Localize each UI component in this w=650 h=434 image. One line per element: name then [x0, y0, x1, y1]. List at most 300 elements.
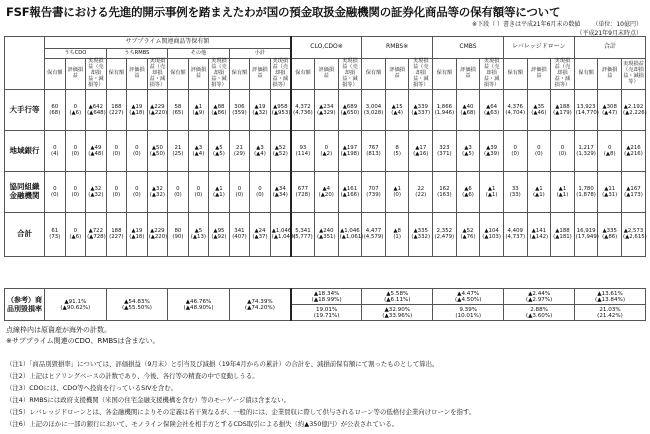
cell-value: 767	[368, 144, 379, 151]
cell-value: 22	[417, 185, 425, 192]
cell-prior-value: (1,946)	[434, 109, 455, 116]
subprime-cell	[147, 212, 168, 256]
cell-value: 60	[51, 103, 59, 110]
lower-row-note: ※下段（ ）書きは平成21年6月末の数値	[472, 21, 581, 28]
cell-prior-value: (4,737)	[505, 234, 526, 241]
cell-prior-value: (728)	[295, 191, 311, 198]
cell-prior-value: (▲181)	[553, 234, 572, 241]
cell-prior-value: (▲48)	[88, 150, 104, 157]
cell-value: ▲167	[626, 185, 641, 192]
subprime-cell	[229, 89, 250, 130]
cell-prior-value: (▲648)	[87, 109, 106, 116]
cell-value: ▲11	[604, 185, 616, 192]
cell-prior-value: (▲50)	[149, 150, 165, 157]
product-cell	[622, 130, 646, 171]
ratio-product-cell-overseas	[504, 305, 575, 321]
cell-value: 8	[395, 144, 399, 151]
header-notes	[462, 19, 642, 28]
subprime-cell	[168, 212, 189, 256]
ratio-subprime-cell	[168, 289, 230, 321]
product-cell	[314, 171, 338, 212]
cell-prior-value: (▲13)	[190, 234, 207, 241]
subprime-cell	[106, 130, 127, 171]
cell-value: 2,352	[436, 228, 453, 235]
ratio-table	[4, 288, 646, 321]
subprime-cell	[188, 171, 209, 212]
product-cell	[409, 212, 433, 256]
clo-header: CLO,CDO※	[291, 37, 362, 59]
subprime-cell	[270, 212, 296, 256]
cell-prior-value: (0)	[535, 150, 543, 157]
ratio-prior: (▲48.90%)	[183, 304, 214, 311]
product-cell	[598, 171, 622, 212]
row-label: 合計	[5, 212, 45, 256]
subprime-cell	[270, 130, 291, 171]
rmbs-header: RMBS※	[362, 37, 433, 59]
ratio-value: ▲74.39%	[247, 298, 273, 305]
sub-rmbs-header: うちRMBS	[106, 49, 168, 59]
product-cell	[433, 130, 457, 171]
cell-prior-value: (0)	[511, 150, 520, 157]
cell-value: ▲1,046	[340, 228, 360, 235]
cell-prior-value: (▲166)	[340, 191, 360, 198]
cell-prior-value: (▲332)	[411, 234, 431, 241]
footnote-2: ※サブプライム関連のCDO、RMBSは含まない。	[6, 337, 160, 345]
subprime-cell	[86, 89, 107, 130]
subprime-cell	[229, 212, 250, 256]
ratio-product-cell	[504, 289, 575, 305]
cell-value: 0	[537, 144, 541, 151]
cell-prior-value: (2,479)	[434, 234, 455, 241]
cell-value: 3,004	[365, 103, 382, 110]
cell-value: 1,780	[578, 185, 594, 192]
cell-prior-value: (▲8)	[603, 150, 616, 157]
cell-prior-value: (0)	[71, 191, 80, 198]
cell-prior-value: (▲198)	[340, 150, 360, 157]
product-cell	[314, 130, 338, 171]
subprime-cell	[65, 171, 86, 212]
product-cell	[503, 171, 527, 212]
product-cell	[527, 212, 551, 256]
subprime-group-header: サブプライム関連商品等保有額	[45, 37, 291, 49]
col-header-valuation: 評価損益	[314, 59, 338, 90]
cell-value: 0	[196, 185, 201, 192]
ratio-value: ▲13.61%	[597, 290, 623, 297]
unit-note: （単位：10億円）	[592, 21, 642, 28]
ratio-value: 9.39%	[459, 306, 478, 313]
cell-value: 0	[560, 144, 565, 151]
cell-prior-value: (65)	[172, 109, 184, 116]
cell-value: ▲104	[484, 228, 499, 235]
cell-prior-value: (▲220)	[148, 234, 168, 241]
row-label: 大手行等	[5, 89, 45, 130]
cell-prior-value: (90)	[172, 234, 184, 241]
cell-value: 4,409	[507, 228, 523, 235]
note-line: （注1）「商品別毀損率」については、評価損益（9月末）と引当及び減損（19年4月からの累計）の合計を、減損前保有額にて割ったものとして算出。	[6, 360, 439, 368]
col-header-valuation: 評価損益	[65, 59, 86, 90]
col-header-valuation: 評価損益	[250, 59, 271, 90]
cell-value: ▲229	[150, 103, 165, 110]
subprime-cell	[86, 171, 107, 212]
product-cell	[362, 171, 386, 212]
cell-prior-value: (▲18)	[129, 234, 145, 241]
ratio-value: ▲18.34%	[313, 290, 340, 297]
cell-prior-value: (▲351)	[316, 234, 336, 241]
ratio-product-cell	[291, 289, 362, 305]
cell-prior-value: (813)	[366, 150, 381, 157]
product-cell	[338, 130, 362, 171]
cell-prior-value: (▲46)	[531, 109, 547, 116]
subprime-cell	[229, 130, 250, 171]
table-row	[5, 171, 646, 212]
cell-value: 1,866	[436, 103, 453, 110]
cell-value: 677	[297, 185, 309, 192]
product-cell	[456, 212, 480, 256]
col-header-realized: 実現損益（売却損益・減損等）	[551, 59, 575, 90]
cell-prior-value: (407)	[232, 234, 247, 241]
cell-prior-value: (0)	[393, 191, 401, 198]
subprime-cell	[229, 171, 250, 212]
cmbs-header: CMBS	[433, 37, 504, 59]
col-header-realized: 実現損益（売却損益・減損等）	[480, 59, 504, 90]
ratio-value: 21.03%	[599, 306, 621, 313]
product-cell	[551, 130, 575, 171]
cell-prior-value: (▲1)	[213, 191, 225, 198]
product-cell	[527, 89, 551, 130]
cell-prior-value: (▲39)	[484, 150, 500, 157]
ratio-product-cell-overseas	[291, 305, 362, 321]
cell-value: 0	[53, 144, 57, 151]
product-cell	[385, 89, 409, 130]
cell-value: ▲35	[533, 103, 545, 110]
cell-value: ▲1	[535, 185, 543, 192]
subprime-cell	[250, 130, 271, 171]
col-header-valuation: 評価損益	[527, 59, 551, 90]
cell-prior-value: (0)	[256, 191, 264, 198]
ratio-prior: (19.71%)	[313, 312, 340, 319]
cell-value: 0	[73, 185, 78, 192]
cell-prior-value: (▲52)	[272, 150, 288, 157]
cell-value: 0	[135, 185, 139, 192]
cell-prior-value: (29)	[233, 150, 245, 157]
cell-prior-value: (▲179)	[553, 109, 572, 116]
cell-prior-value: (▲5)	[462, 150, 474, 157]
cell-value: 21	[174, 144, 182, 151]
subprime-cell	[127, 212, 148, 256]
col-header-holding: 保有額	[433, 59, 457, 90]
cell-value: ▲8	[393, 228, 401, 235]
subprime-cell	[209, 212, 230, 256]
subprime-cell	[106, 212, 127, 256]
product-cell	[409, 89, 433, 130]
cell-value: 93	[299, 144, 307, 151]
cell-prior-value: (▲173)	[624, 191, 643, 198]
subprime-cell	[209, 130, 230, 171]
product-cell	[622, 171, 646, 212]
ratio-prior: (▲4.50%)	[454, 296, 482, 303]
cell-prior-value: (▲34)	[272, 191, 288, 198]
col-header-holding: 保有額	[168, 59, 189, 90]
col-header-holding: 保有額	[503, 59, 527, 90]
cell-prior-value: (0)	[112, 150, 121, 157]
ratio-prior: (▲33.96%)	[382, 312, 413, 319]
subprime-cell	[188, 89, 209, 130]
cell-prior-value: (1,329)	[576, 150, 596, 157]
product-cell	[503, 130, 527, 171]
cell-prior-value: (▲142)	[529, 234, 549, 241]
product-cell	[527, 130, 551, 171]
ratio-product-cell	[433, 289, 504, 305]
col-header-holding: 保有額	[45, 59, 66, 90]
cell-prior-value: (▲337)	[411, 109, 431, 116]
cell-value: ▲2,192	[623, 103, 644, 110]
cell-prior-value: (▲5)	[213, 150, 225, 157]
product-cell	[551, 89, 575, 130]
cell-prior-value: (▲37)	[252, 234, 268, 241]
col-header-valuation: 評価損益	[598, 59, 622, 90]
col-header-holding: 保有額	[362, 59, 386, 90]
cell-value: 162	[439, 185, 450, 192]
note-line: （注4）RMBSには政府支援機関（米国の住宅金融支援機構を含む）等のモーゲージ債は含まない。	[6, 396, 290, 404]
product-cell	[503, 212, 527, 256]
cell-prior-value: (▲329)	[316, 109, 336, 116]
ratio-value: ▲5.58%	[386, 290, 409, 297]
cell-prior-value: (0)	[112, 191, 121, 198]
subprime-cell	[250, 89, 271, 130]
product-cell	[433, 212, 457, 256]
col-header-realized: 実現損益（売却損益・減損等）	[409, 59, 433, 90]
ratio-subprime-cell	[229, 289, 291, 321]
cell-prior-value: (14,770)	[575, 109, 599, 116]
product-cell	[338, 89, 362, 130]
product-cell	[456, 171, 480, 212]
cell-value: 4,376	[507, 103, 523, 110]
cell-prior-value: (68)	[49, 109, 61, 116]
cell-value: ▲17	[415, 144, 427, 151]
cell-prior-value: (4)	[50, 150, 59, 157]
cell-value: 13,923	[576, 103, 596, 110]
table-row	[5, 130, 646, 171]
cell-value: ▲161	[342, 185, 358, 192]
cell-value: 0	[607, 144, 612, 151]
col-header-realized: 実現損益（売却損益・減損等）	[622, 59, 646, 90]
cell-value: ▲49	[90, 144, 102, 151]
cell-prior-value: (0)	[235, 191, 244, 198]
ratio-row	[5, 289, 646, 305]
row-label: 協同組織金融機関	[5, 171, 45, 212]
cell-prior-value: (5)	[393, 150, 401, 157]
cell-value: ▲19	[131, 228, 143, 235]
col-header-holding: 保有額	[229, 59, 250, 90]
cell-value: ▲34	[274, 185, 286, 192]
product-cell	[385, 212, 409, 256]
sub-other-header: その他	[168, 49, 230, 59]
cell-value: 0	[114, 185, 119, 192]
subprime-cell	[106, 171, 127, 212]
ratio-product-cell	[362, 289, 433, 305]
cell-prior-value: (▲86)	[602, 234, 618, 241]
cell-value: ▲339	[413, 103, 428, 110]
subprime-cell	[45, 89, 66, 130]
ratio-prior: (10.01%)	[455, 312, 482, 319]
cell-value: 0	[258, 185, 262, 192]
cell-value: 0	[53, 185, 57, 192]
cell-value: ▲240	[319, 228, 334, 235]
cell-value: ▲39	[486, 144, 498, 151]
cell-prior-value: (4,736)	[293, 109, 313, 116]
table-row	[5, 212, 646, 256]
product-cell	[456, 130, 480, 171]
cell-value: 0	[135, 144, 139, 151]
subprime-cell	[127, 89, 148, 130]
cell-value: 16,919	[576, 228, 596, 235]
ratio-value: ▲91.1%	[64, 298, 87, 305]
product-cell	[551, 171, 575, 212]
cell-value: ▲3	[464, 144, 472, 151]
cell-prior-value: (▲4)	[192, 150, 205, 157]
product-cell	[362, 89, 386, 130]
cell-value: ▲19	[254, 103, 266, 110]
product-cell	[291, 89, 315, 130]
cell-prior-value: (25)	[172, 150, 184, 157]
cell-value: 0	[176, 185, 180, 192]
ratio-value: ▲46.76%	[185, 298, 212, 305]
ratio-value: ▲54.83%	[124, 298, 150, 305]
cell-prior-value: (▲92)	[211, 234, 227, 241]
cell-prior-value: (359)	[232, 109, 247, 116]
cell-prior-value: (33)	[509, 191, 521, 198]
subprime-cell	[168, 89, 189, 130]
cell-prior-value: (▲6)	[69, 234, 82, 241]
col-header-valuation: 評価損益	[127, 59, 148, 90]
subprime-cell	[188, 212, 209, 256]
ratio-value: ▲32.90%	[384, 306, 411, 313]
cell-value: ▲50	[151, 144, 163, 151]
cell-value: ▲95	[213, 228, 225, 235]
cell-prior-value: (▲76)	[460, 234, 476, 241]
ratio-subprime-cell	[45, 289, 107, 321]
product-cell	[598, 130, 622, 171]
cell-prior-value: (4,579)	[363, 234, 384, 241]
ratio-product-cell-overseas	[575, 305, 646, 321]
cell-value: 0	[237, 185, 242, 192]
subprime-cell	[127, 171, 148, 212]
cell-value: ▲216	[626, 144, 641, 151]
cell-value: 341	[234, 228, 245, 235]
subprime-cell	[45, 171, 66, 212]
cell-value: ▲52	[462, 228, 474, 235]
cell-value: ▲5	[215, 144, 223, 151]
cell-value: ▲308	[602, 103, 617, 110]
subprime-cell	[106, 89, 127, 130]
cell-value: ▲141	[531, 228, 547, 235]
product-cell	[574, 130, 598, 171]
cell-value: 80	[174, 228, 182, 235]
cell-value: ▲722	[88, 228, 104, 235]
cell-prior-value: (▲2,226)	[623, 109, 647, 116]
cell-prior-value: (▲953)	[271, 109, 291, 116]
cell-value: ▲1	[194, 103, 203, 110]
cell-prior-value: (227)	[109, 109, 124, 116]
sub-cdo-header: うちCDO	[45, 49, 107, 59]
product-cell	[291, 130, 315, 171]
product-cell	[362, 212, 386, 256]
cell-prior-value: (0)	[194, 191, 203, 198]
cell-value: 21	[236, 144, 243, 151]
cell-value: ▲642	[88, 103, 104, 110]
footnote-1: 点線枠内は原資産が海外の計数。	[6, 326, 111, 334]
product-cell	[574, 212, 598, 256]
subprime-cell	[270, 171, 291, 212]
product-cell	[622, 89, 646, 130]
cell-value: ▲188	[555, 103, 570, 110]
product-cell	[385, 171, 409, 212]
product-cell	[574, 171, 598, 212]
subprime-cell	[147, 89, 168, 130]
col-header-realized: 実現損益（売却損益・減損等）	[209, 59, 230, 90]
ratio-prior: (▲13.84%)	[595, 296, 626, 303]
cell-value: ▲1	[487, 185, 496, 192]
cell-prior-value: (73)	[49, 234, 61, 241]
ratio-value: 19.01%	[315, 306, 338, 313]
product-cell	[503, 89, 527, 130]
cell-value: ▲197	[342, 144, 358, 151]
cell-prior-value: (▲6)	[462, 191, 474, 198]
cell-value: 0	[73, 103, 78, 110]
col-header-valuation: 評価損益	[456, 59, 480, 90]
cell-value: 61	[51, 228, 59, 235]
cell-value: ▲32	[151, 185, 163, 192]
note-line: （注6）上記のほかに一部の銀行において、モノライン保険会社を相手方とするCDS取引による損失（約▲350億円）が公表されている。	[6, 420, 399, 428]
as-of-date: （平成21年9月末時点）	[576, 30, 642, 37]
cell-prior-value: (▲1)	[485, 191, 498, 198]
cell-prior-value: (▲63)	[484, 109, 500, 116]
cell-prior-value: (▲2,615)	[623, 234, 647, 241]
ratio-prior: (▲6.11%)	[384, 296, 411, 303]
cell-value: ▲3	[256, 144, 264, 151]
cell-value: ▲335	[413, 228, 428, 235]
cell-value: 188	[111, 103, 122, 110]
cell-value: ▲88	[213, 103, 225, 110]
subprime-cell	[168, 171, 189, 212]
col-header-realized: 実現損益（売却損益・減損等）	[270, 59, 291, 90]
ratio-subprime-cell	[106, 289, 168, 321]
cell-prior-value: (163)	[437, 191, 452, 198]
product-cell	[291, 171, 315, 212]
ratio-value: ▲4.47%	[457, 290, 480, 297]
cell-value: ▲188	[555, 228, 570, 235]
product-cell	[598, 89, 622, 130]
cell-prior-value: (▲20)	[318, 191, 334, 198]
cell-prior-value: (▲1)	[532, 191, 545, 198]
table-row	[5, 89, 646, 130]
subprime-cell	[86, 212, 107, 256]
col-header-holding: 保有額	[291, 59, 315, 90]
cell-prior-value: (▲47)	[602, 109, 618, 116]
subprime-cell	[86, 130, 107, 171]
product-cell	[433, 89, 457, 130]
cell-prior-value: (▲68)	[460, 109, 476, 116]
product-cell	[314, 89, 338, 130]
cell-prior-value: (▲650)	[340, 109, 360, 116]
subprime-cell	[250, 212, 271, 256]
product-cell	[362, 130, 386, 171]
cell-prior-value: (▲9)	[192, 109, 205, 116]
subprime-cell	[65, 130, 86, 171]
cell-prior-value: (▲32)	[252, 109, 268, 116]
corner-cell	[5, 37, 45, 90]
product-cell	[480, 212, 504, 256]
